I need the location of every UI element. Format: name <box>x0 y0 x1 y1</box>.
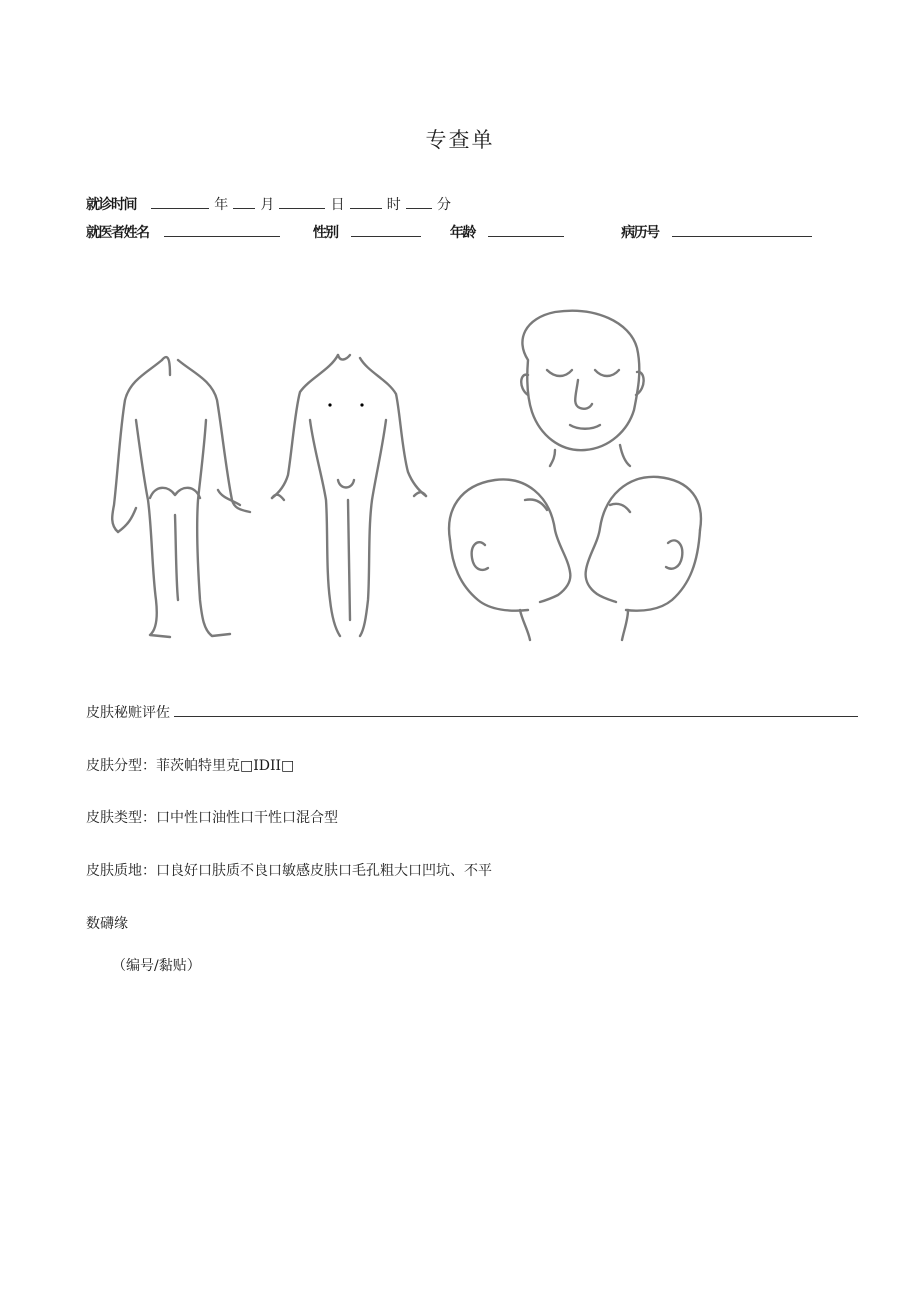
visit-time-label: 就诊时间 <box>86 197 136 213</box>
skin-type-options: 皮肤类型：口中性口油性口干性口混合型 <box>86 810 338 826</box>
fitzpatrick-skin-type: 皮肤分型：菲茨帕特里克□IDII□ <box>86 758 295 774</box>
patient-info-row <box>86 222 812 242</box>
back-body-figure <box>112 357 250 637</box>
left-profile-figure <box>449 479 570 640</box>
minute-field[interactable] <box>406 195 432 209</box>
patient-name-field[interactable] <box>164 223 280 237</box>
day-label: 日 <box>330 197 345 213</box>
age-field[interactable] <box>488 223 564 237</box>
record-number-label: 病历号 <box>621 225 659 241</box>
page-title: 专查单 <box>425 128 495 152</box>
skin-texture-options: 皮肤质地：口良好口肤质不良口敏感皮肤口毛孔粗大口凹坑、不平 <box>86 863 492 879</box>
digital-photo-label: 数礴缘 <box>86 916 128 932</box>
skin-assessment-field[interactable] <box>174 703 858 717</box>
year-label: 年 <box>214 197 229 213</box>
month-label: 月 <box>260 197 275 213</box>
body-face-diagram <box>100 300 740 660</box>
year-field[interactable] <box>151 195 209 209</box>
gender-field[interactable] <box>351 223 421 237</box>
visit-time-row <box>86 194 451 214</box>
minute-label: 分 <box>436 197 451 213</box>
right-profile-figure <box>586 477 701 640</box>
hour-label: 时 <box>386 197 401 213</box>
gender-label: 性别 <box>312 225 338 241</box>
month-field[interactable] <box>233 195 255 209</box>
skin-assessment-row <box>86 702 858 722</box>
front-face-figure <box>521 311 643 466</box>
photo-note: （编号/黏贴） <box>112 958 201 974</box>
skin-assessment-label: 皮肤秘赃评佐 <box>86 705 170 721</box>
body-outline-drawing <box>100 300 740 660</box>
hour-field[interactable] <box>350 195 382 209</box>
front-body-figure <box>272 355 426 636</box>
record-number-field[interactable] <box>672 223 812 237</box>
age-label: 年龄 <box>449 225 475 241</box>
day-field[interactable] <box>279 195 325 209</box>
patient-name-label: 就医者姓名 <box>86 225 149 241</box>
